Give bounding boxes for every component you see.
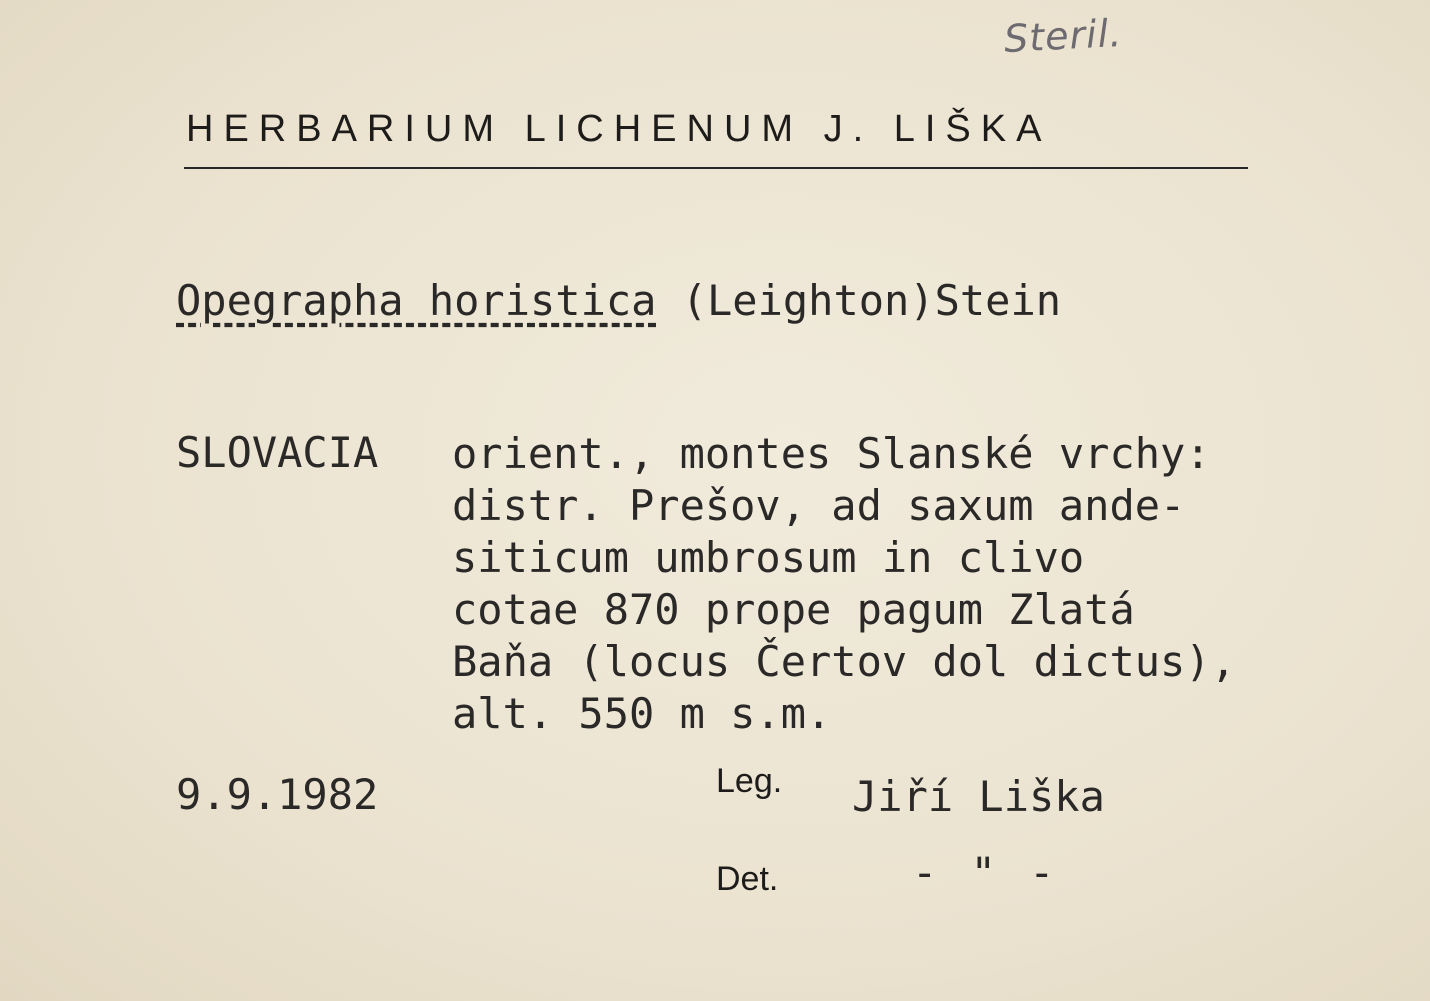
taxon-authority: (Leighton)Stein: [681, 276, 1062, 325]
herbarium-header: HERBARIUM LICHENUM J. LIŠKA: [186, 108, 1052, 150]
locality-text: [452, 428, 1236, 740]
collection-date: 9.9.1982: [176, 770, 379, 819]
handwritten-note: Steril.: [1002, 10, 1124, 62]
locality-line: alt. 550 m s.m.: [452, 689, 832, 738]
locality-line: cotae 870 prope pagum Zlatá: [452, 585, 1135, 634]
region: SLOVACIA: [176, 428, 379, 477]
taxon-line: [176, 276, 1061, 325]
taxon-name: Opegrapha horistica: [176, 276, 657, 325]
locality-line: distr. Prešov, ad saxum ande-: [452, 481, 1186, 530]
det-label: Det.: [716, 860, 779, 898]
locality-line: Baňa (locus Čertov dol dictus),: [452, 637, 1236, 686]
determiner-name: - " -: [912, 848, 1059, 897]
header-rule: [184, 167, 1248, 169]
collector-name: Jiří Liška: [852, 772, 1105, 821]
locality-line: siticum umbrosum in clivo: [452, 533, 1085, 582]
locality-line: orient., montes Slanské vrchy:: [452, 429, 1211, 478]
leg-label: Leg.: [716, 762, 783, 800]
